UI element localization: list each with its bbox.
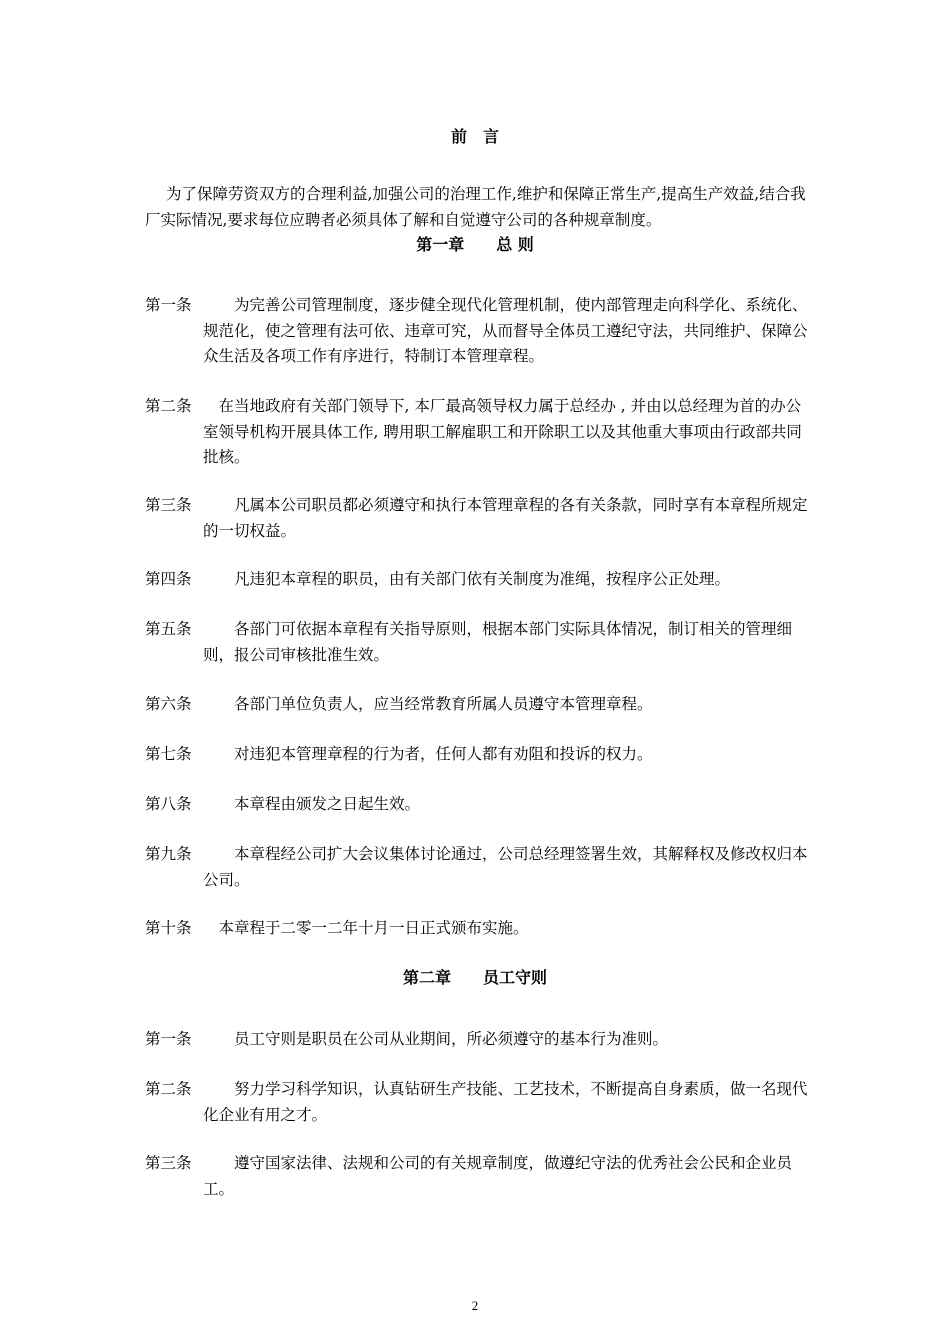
chapter-2-article-2 bbox=[145, 1077, 815, 1128]
article-label: 第七条 bbox=[145, 745, 192, 763]
article-label: 第一条 bbox=[145, 296, 192, 314]
article-label: 第三条 bbox=[145, 496, 192, 514]
article-label: 第二条 bbox=[145, 1080, 192, 1098]
chapter-1-article-5 bbox=[145, 617, 815, 668]
article-text: 对违犯本管理章程的行为者，任何人都有劝阻和投诉的权力。 bbox=[234, 745, 653, 763]
article-text: 员工守则是职员在公司从业期间，所必须遵守的基本行为准则。 bbox=[234, 1030, 669, 1048]
chapter-1-article-7 bbox=[145, 742, 815, 768]
chapter-1-article-8 bbox=[145, 792, 815, 818]
article-text: 本章程于二零一二年十月一日正式颁布实施。 bbox=[218, 919, 529, 937]
chapter-2-article-3 bbox=[145, 1151, 815, 1202]
chapter-1-article-9 bbox=[145, 842, 815, 893]
article-text: 在当地政府有关部门领导下, 本厂最高领导权力属于总经办 , 并由以总经理为首的办公室领导机构开展具体工作, 聘用职工解雇职工和开除职工以及其他重大事项由行政部共同批核。 bbox=[203, 397, 802, 466]
article-text: 凡违犯本章程的职员，由有关部门依有关制度为准绳，按程序公正处理。 bbox=[234, 570, 731, 588]
article-text: 凡属本公司职员都必须遵守和执行本管理章程的各有关条款，同时享有本章程所规定的一切权益。 bbox=[203, 496, 808, 540]
page-number: 2 bbox=[471, 1298, 479, 1313]
article-text: 各部门可依据本章程有关指导原则，根据本部门实际具体情况，制订相关的管理细则，报公司审核批准生效。 bbox=[203, 620, 793, 664]
article-label: 第五条 bbox=[145, 620, 192, 638]
chapter-1-article-1 bbox=[145, 293, 815, 370]
chapter-1-article-10 bbox=[145, 916, 815, 942]
chapter-2-title: 第二章 员工守则 bbox=[402, 968, 547, 987]
chapter-1-article-4 bbox=[145, 567, 815, 593]
article-label: 第八条 bbox=[145, 795, 192, 813]
chapter-1-article-2 bbox=[145, 394, 815, 471]
preface-title: 前 言 bbox=[450, 127, 499, 146]
chapter-1-title: 第一章 总 则 bbox=[416, 235, 534, 254]
article-text: 为完善公司管理制度，逐步健全现代化管理机制，使内部管理走向科学化、系统化、规范化，使之管理有法可依、违章可究，从而督导全体员工遵纪守法，共同维护、保障公众生活及各项工作有序进行，特制订本管理章程。 bbox=[203, 296, 808, 365]
article-label: 第十条 bbox=[145, 919, 192, 937]
article-label: 第九条 bbox=[145, 845, 192, 863]
article-label: 第一条 bbox=[145, 1030, 192, 1048]
article-label: 第二条 bbox=[145, 397, 192, 415]
chapter-1-article-6 bbox=[145, 692, 815, 718]
article-label: 第六条 bbox=[145, 695, 192, 713]
chapter-1-article-3 bbox=[145, 493, 815, 544]
article-text: 本章程经公司扩大会议集体讨论通过，公司总经理签署生效，其解释权及修改权归本公司。 bbox=[203, 845, 808, 889]
article-text: 遵守国家法律、法规和公司的有关规章制度，做遵纪守法的优秀社会公民和企业员工。 bbox=[203, 1154, 793, 1198]
article-text: 本章程由颁发之日起生效。 bbox=[234, 795, 421, 813]
article-label: 第三条 bbox=[145, 1154, 192, 1172]
article-text: 努力学习科学知识，认真钻研生产技能、工艺技术，不断提高自身素质，做一名现代化企业有用之才。 bbox=[203, 1080, 808, 1124]
preface-paragraph: 为了保障劳资双方的合理利益,加强公司的治理工作,维护和保障正常生产,提高生产效益,结合我厂实际情况,要求每位应聘者必须具体了解和自觉遵守公司的各种规章制度。 bbox=[145, 185, 806, 229]
article-label: 第四条 bbox=[145, 570, 192, 588]
chapter-2-article-1 bbox=[145, 1027, 815, 1053]
article-text: 各部门单位负责人，应当经常教育所属人员遵守本管理章程。 bbox=[234, 695, 653, 713]
